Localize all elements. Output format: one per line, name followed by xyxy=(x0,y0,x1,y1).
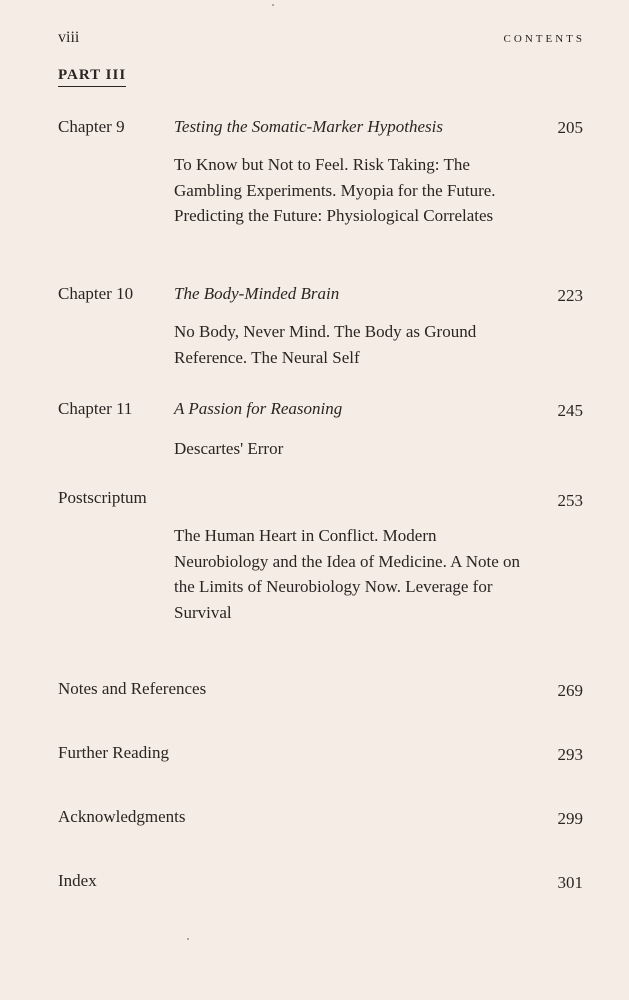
postscriptum-label: Postscriptum xyxy=(58,488,147,507)
paper-speck xyxy=(187,938,189,940)
postscriptum-page: 253 xyxy=(557,491,583,510)
notes-and-references-label: Notes and References xyxy=(58,679,207,698)
further-reading-page: 293 xyxy=(557,745,583,764)
chapter-9-description: To Know but Not to Feel. Risk Taking: The Gambling Experiments. Myopia for the Future. Predicting the Future: Physiological Correlates xyxy=(174,155,496,225)
further-reading-label: Further Reading xyxy=(58,743,169,762)
chapter-11-title: A Passion for Reasoning xyxy=(174,399,343,418)
chapter-10-title: The Body-Minded Brain xyxy=(174,284,340,303)
chapter-11-page: 245 xyxy=(557,401,583,420)
chapter-9-page: 205 xyxy=(557,118,583,137)
chapter-10-label: Chapter 10 xyxy=(58,284,134,303)
chapter-11-label: Chapter 11 xyxy=(58,399,133,418)
chapter-10-description: No Body, Never Mind. The Body as Ground Reference. The Neural Self xyxy=(174,322,477,367)
page-folio: viii xyxy=(58,29,80,46)
acknowledgments-page: 299 xyxy=(557,809,583,828)
chapter-9-label: Chapter 9 xyxy=(58,117,125,136)
chapter-10-page: 223 xyxy=(557,286,583,305)
notes-and-references-page: 269 xyxy=(557,681,583,700)
running-head: CONTENTS xyxy=(503,33,585,45)
chapter-9-title: Testing the Somatic-Marker Hypothesis xyxy=(174,117,443,136)
postscriptum-description: The Human Heart in Conflict. Modern Neurobiology and the Idea of Medicine. A Note on the Limits of Neurobiology Now. Leverage for Survival xyxy=(174,526,521,622)
index-page: 301 xyxy=(557,873,583,892)
part-heading: PART III xyxy=(58,67,126,87)
index-label: Index xyxy=(58,871,97,890)
chapter-11-description: Descartes' Error xyxy=(174,439,284,458)
acknowledgments-label: Acknowledgments xyxy=(58,807,186,826)
paper-speck xyxy=(272,4,274,6)
